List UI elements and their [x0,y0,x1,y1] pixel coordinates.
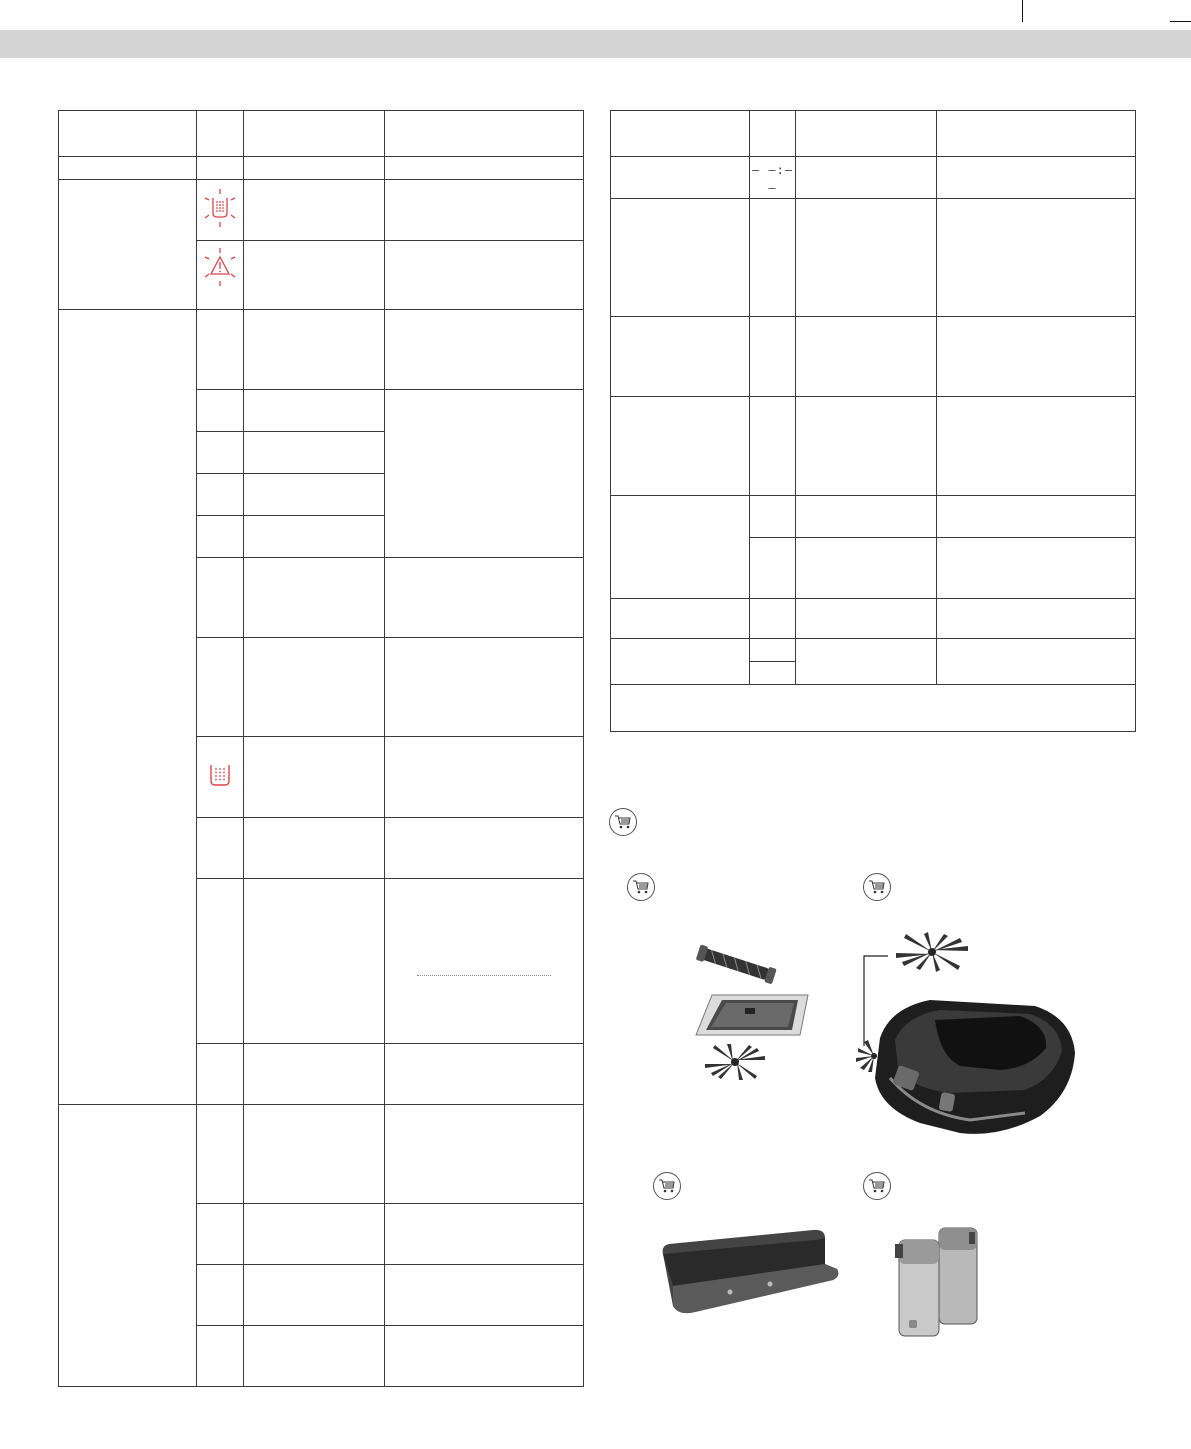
problem-cell [611,496,750,599]
note-cell [611,685,1136,732]
table-row [611,199,1136,317]
problem-cell [197,1044,244,1105]
crop-mark-horizontal [1170,21,1191,22]
left-troubleshooting-table [58,110,584,1387]
problem-cell [59,310,197,1105]
solution-cell [385,390,584,558]
shopping-cart-icon [653,1172,681,1200]
dust-container-blinking-icon [197,180,244,241]
warning-triangle-blinking-icon [197,241,244,310]
header-cell [197,111,244,157]
header-cell [385,111,584,157]
time-display-code: – –:– – [751,163,794,195]
table-row [59,157,584,180]
table-row [611,397,1136,496]
brush-roll-filter-sidebrush-illustration [690,940,820,1085]
table-header-row [611,111,1136,157]
shopping-cart-icon [609,808,637,836]
table-row [59,1105,584,1204]
table-row [611,599,1136,639]
virtual-wall-stand-illustration [655,1224,845,1319]
table-header-row [59,111,584,157]
header-band [0,30,1191,58]
problem-cell [59,180,197,310]
replacement-batteries-illustration [893,1226,983,1342]
table-row [611,639,1136,662]
table-note-row [611,685,1136,732]
robot-vacuum-with-side-brushes-illustration [850,928,1090,1143]
dotted-divider [417,975,551,976]
shopping-cart-icon [863,1172,891,1200]
header-cell [244,111,385,157]
table-row [611,496,1136,538]
header-cell [59,111,197,157]
table-row [59,180,584,241]
table-row [611,157,1136,199]
table-row [59,310,584,390]
crop-mark-vertical [1022,0,1023,22]
problem-cell [197,879,244,1044]
problem-cell [611,639,750,685]
table-row [611,317,1136,397]
right-troubleshooting-table [610,110,1136,732]
shopping-cart-icon [627,873,655,901]
shopping-cart-icon [863,873,891,901]
problem-cell [59,1105,197,1387]
dust-container-icon [197,737,244,818]
